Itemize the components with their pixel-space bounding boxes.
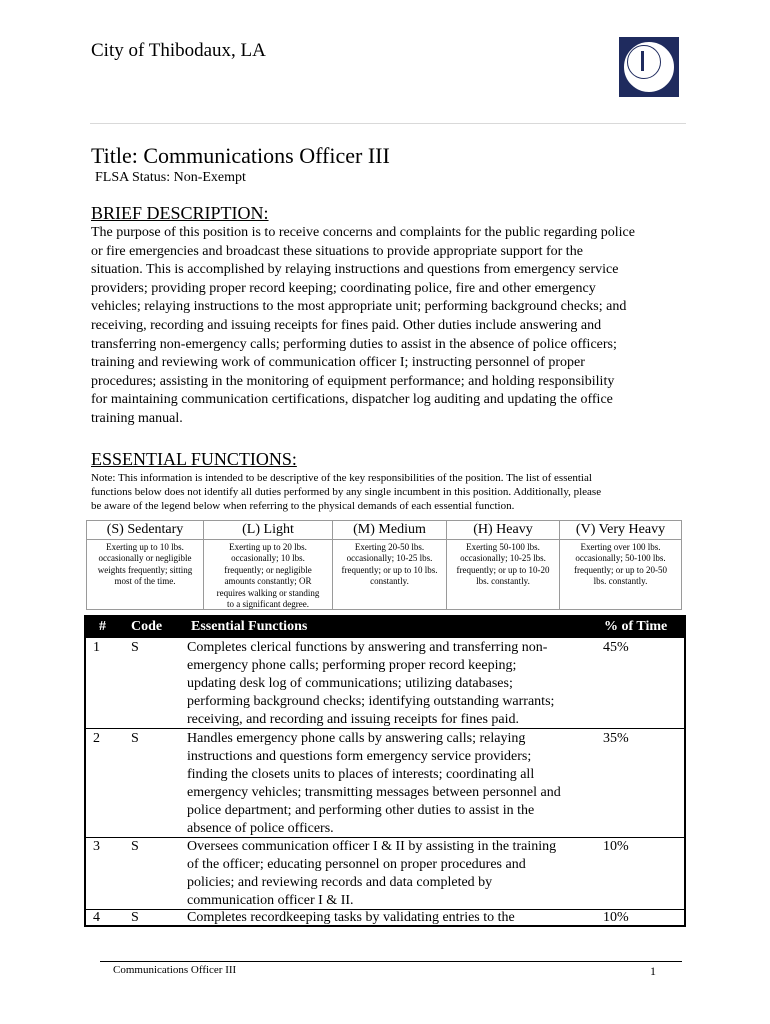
- job-title: Title: Communications Officer III: [91, 143, 390, 168]
- legend-line: occasionally; 10 lbs.: [231, 553, 305, 564]
- row-line: Completes clerical functions by answering and transferring non-: [187, 640, 548, 655]
- row-divider: [86, 728, 684, 729]
- legend-line: Exerting up to 10 lbs.: [106, 542, 184, 552]
- legend-line: constantly.: [370, 576, 409, 587]
- note-line: be aware of the legend below when referring to the physical demands of each essential function.: [91, 500, 515, 513]
- row-line: communication officer I & II.: [187, 893, 354, 908]
- legend-line: Exerting up to 20 lbs.: [229, 542, 307, 552]
- legend-line: occasionally; 10-25 lbs.: [460, 553, 546, 564]
- legend-description: [447, 540, 559, 588]
- row-percent: 10%: [603, 839, 629, 854]
- city-seal-logo: [619, 37, 679, 97]
- row-line: emergency vehicles; transmitting messages between personnel and: [187, 785, 561, 800]
- header-time: % of Time: [604, 619, 668, 634]
- footer-document-name: Communications Officer III: [113, 964, 237, 976]
- essential-functions-note: [91, 471, 683, 514]
- note-line: Note: This information is intended to be descriptive of the key responsibilities of the position. The list of essential: [91, 472, 592, 484]
- row-line: receiving, and recording and issuing receipts for fines paid.: [187, 712, 520, 727]
- legend-line: frequently; or up to 10 lbs.: [341, 564, 438, 575]
- legend-label: (V) Very Heavy: [560, 521, 681, 540]
- row-percent: 10%: [603, 910, 629, 925]
- row-description: [187, 909, 597, 927]
- row-line: finding the closets units to places of interests; coordinating all: [187, 767, 535, 782]
- row-line: police department; and performing other duties to assist in the: [187, 803, 535, 818]
- legend-description: [560, 540, 681, 588]
- legend-heavy: [447, 521, 560, 609]
- row-line: Handles emergency phone calls by answering calls; relaying: [187, 731, 526, 746]
- legend-label: (L) Light: [204, 521, 332, 540]
- header-divider: [90, 123, 686, 124]
- legend-line: Exerting 20-50 lbs.: [354, 542, 425, 552]
- brief-line: situation. This is accomplished by relaying instructions and questions from emergency service: [91, 262, 619, 278]
- brief-line: The purpose of this position is to receive concerns and complaints for the public regarding police: [91, 225, 635, 240]
- legend-line: lbs. constantly.: [593, 576, 648, 587]
- row-line: emergency phone calls; performing proper record keeping;: [187, 658, 517, 673]
- legend-line: Exerting over 100 lbs.: [580, 542, 661, 552]
- row-percent: 45%: [603, 640, 629, 655]
- row-line: of the officer; educating personnel on proper procedures and: [187, 857, 526, 872]
- footer-divider: [100, 961, 682, 962]
- essential-functions-table: [84, 615, 686, 927]
- row-description: [187, 838, 597, 910]
- legend-line: frequently; or negligible: [224, 564, 312, 575]
- row-line: instructions and questions form emergency service providers;: [187, 749, 532, 764]
- note-line: functions below does not identify all duties performed by any single incumbent in this position. Additionally, please: [91, 486, 602, 499]
- legend-line: occasionally; 10-25 lbs.: [346, 553, 433, 564]
- legend-line: amounts constantly; OR: [224, 576, 312, 587]
- physical-demand-legend: [86, 520, 682, 610]
- brief-line: transferring non-emergency calls; performing duties to assist in the absence of police officers;: [91, 336, 617, 352]
- legend-line: weights frequently; sitting: [97, 564, 193, 575]
- header-functions: Essential Functions: [191, 619, 308, 634]
- row-percent: 35%: [603, 731, 629, 746]
- row-code: S: [131, 640, 139, 655]
- essential-functions-heading: ESSENTIAL FUNCTIONS:: [91, 449, 297, 469]
- row-number: 4: [93, 910, 100, 925]
- flsa-status: FLSA Status: Non-Exempt: [95, 170, 246, 185]
- brief-description-heading: BRIEF DESCRIPTION:: [91, 203, 269, 223]
- row-code: S: [131, 910, 139, 925]
- brief-line: training manual.: [91, 410, 183, 426]
- legend-line: occasionally or negligible: [98, 553, 192, 564]
- legend-line: frequently; or up to 20-50: [574, 564, 667, 575]
- row-line: updating desk log of communications; utilizing databases;: [187, 676, 513, 691]
- legend-description: [333, 540, 446, 588]
- legend-line: occasionally; 50-100 lbs.: [575, 553, 666, 564]
- seal-emblem-icon: [641, 51, 644, 71]
- legend-line: Exerting 50-100 lbs.: [466, 542, 540, 552]
- row-number: 2: [93, 731, 100, 746]
- brief-line: or fire emergencies and broadcast these situations to provide appropriate support for the: [91, 243, 583, 259]
- row-line: absence of police officers.: [187, 821, 334, 836]
- legend-line: to a significant degree.: [227, 599, 309, 610]
- row-number: 3: [93, 839, 100, 854]
- header-num: #: [99, 619, 106, 634]
- brief-line: receiving, recording and issuing receipts for fines paid. Other duties include answering and: [91, 317, 602, 333]
- row-number: 1: [93, 640, 100, 655]
- brief-description-text: [91, 224, 683, 429]
- legend-line: requires walking or standing: [216, 587, 320, 598]
- seal-inner-circle: [627, 45, 661, 79]
- row-line: policies; and reviewing records and data completed by: [187, 875, 493, 890]
- legend-line: frequently; or up to 10-20: [456, 564, 550, 575]
- row-code: S: [131, 839, 139, 854]
- legend-description: [204, 540, 332, 610]
- row-line: performing background checks; identifying outstanding warrants;: [187, 694, 555, 709]
- brief-line: procedures; assisting in the monitoring of equipment performance; and holding responsibility: [91, 373, 615, 389]
- organization-name: City of Thibodaux, LA: [91, 40, 266, 61]
- row-description: [187, 639, 597, 729]
- row-code: S: [131, 731, 139, 746]
- legend-label: (M) Medium: [333, 521, 446, 540]
- legend-line: most of the time.: [114, 576, 176, 587]
- page-number: 1: [650, 964, 656, 978]
- header-code: Code: [131, 619, 163, 634]
- legend-sedentary: [87, 521, 204, 609]
- legend-light: [204, 521, 333, 609]
- legend-label: (H) Heavy: [447, 521, 559, 540]
- legend-very-heavy: [560, 521, 681, 609]
- legend-description: [87, 540, 203, 588]
- brief-line: for maintaining communication certifications, dispatcher log auditing and updating the office: [91, 392, 613, 408]
- table-header-row: [86, 617, 684, 638]
- brief-line: training and reviewing work of communication officer I; instructing personnel of proper: [91, 355, 585, 371]
- legend-line: lbs. constantly.: [476, 576, 530, 587]
- row-description: [187, 730, 597, 838]
- brief-line: providers; providing proper record keeping; coordinating police, fire and other emergency: [91, 280, 596, 296]
- legend-label: (S) Sedentary: [87, 521, 203, 540]
- row-line: Oversees communication officer I & II by assisting in the training: [187, 839, 557, 854]
- legend-medium: [333, 521, 447, 609]
- row-line: Completes recordkeeping tasks by validating entries to the: [187, 910, 515, 925]
- brief-line: vehicles; relaying instructions to the most appropriate unit; performing background checks; and: [91, 299, 627, 315]
